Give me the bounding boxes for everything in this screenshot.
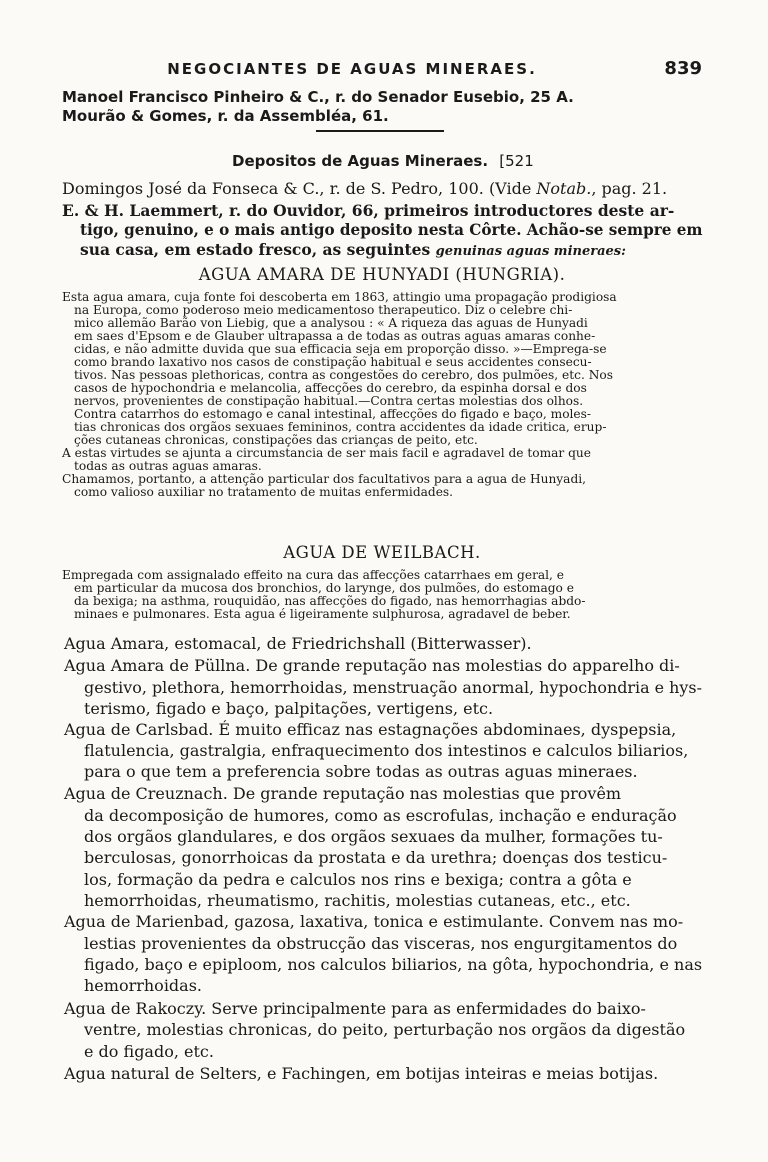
water-entry-line: figado, baço e epiploom, nos calculos biliarios, na gôta, hypochondria, e nas [84, 955, 703, 974]
hunyadi-line: como valioso auxiliar no tratamento de muitas enfermidades. [74, 485, 454, 499]
weilbach-line: minaes e pulmonares. Esta agua é ligeiramente sulphurosa, agradavel de beber. [74, 607, 571, 621]
water-entry-line: da decomposição de humores, como as escrofulas, inchação e enduração [84, 806, 677, 825]
water-entry-line: para o que tem a preferencia sobre todas as outras aguas mineraes. [84, 762, 638, 781]
laemmert-text: sua casa, em estado fresco, as seguintes [80, 240, 436, 259]
page-header [62, 60, 702, 84]
entry-text-end: , pag. 21. [591, 179, 668, 198]
merchant-line: Mourão & Gomes, r. da Assembléa, 61. [62, 107, 389, 125]
water-entry-line: Agua de Creuznach. De grande reputação nas molestias que provêm [64, 784, 622, 803]
water-entry-line: Agua Amara de Püllna. De grande reputação nas molestias do apparelho di- [64, 656, 680, 675]
hunyadi-title: AGUA AMARA DE HUNYADI (HUNGRIA). [198, 265, 566, 284]
hunyadi-line: nervos, provenientes de constipação habitual.—Contra certas molestias dos olhos. [74, 394, 584, 408]
running-head: NEGOCIANTES DE AGUAS MINERAES. [167, 60, 537, 78]
hunyadi-line: todas as outras aguas amaras. [74, 459, 262, 473]
laemmert-line [80, 240, 626, 262]
water-entry-line: lestias provenientes da obstrucção das visceras, nos engurgitamentos do [84, 934, 678, 953]
water-entry-line: los, formação da pedra e calculos nos rins e bexiga; contra a gôta e [84, 870, 632, 889]
weilbach-line: Empregada com assignalado effeito na cura das affecções catarrhaes em geral, e [62, 568, 565, 582]
hunyadi-line: ções cutaneas chronicas, constipações das crianças de peito, etc. [74, 433, 478, 447]
water-entry-line: hemorrhoidas. [84, 976, 203, 995]
entry-italic: Notab. [536, 179, 592, 198]
deposit-entry [62, 179, 667, 199]
hunyadi-line: Contra catarrhos do estomago e canal intestinal, affecções do figado e baço, moles- [74, 407, 592, 421]
water-entry-line: terismo, figado e baço, palpitações, vertigens, etc. [84, 699, 494, 718]
water-entry-line: hemorrhoidas, rheumatismo, rachitis, molestias cutaneas, etc., etc. [84, 891, 631, 910]
hunyadi-line: cidas, e não admitte duvida que sua efficacia seja em proporção disso. »—Emprega-se [74, 342, 607, 356]
water-entry-line: ventre, molestias chronicas, do peito, perturbação nos orgãos da digestão [84, 1020, 686, 1039]
water-entry-line: flatulencia, gastralgia, enfraquecimento dos intestinos e calculos biliarios, [84, 741, 689, 760]
page-number: 839 [664, 58, 702, 79]
weilbach-line: em particular da mucosa dos bronchios, do larynge, dos pulmões, do estomago e [74, 581, 574, 595]
section-heading [232, 152, 534, 170]
water-entry-line: Agua natural de Selters, e Fachingen, em botijas inteiras e meias botijas. [64, 1064, 659, 1083]
hunyadi-line: como brando laxativo nos casos de constipação habitual e seus accidentes consecu- [74, 355, 592, 369]
weilbach-line: da bexiga; na asthma, rouquidão, nas affecções do figado, nas hemorrhagias abdo- [74, 594, 586, 608]
hunyadi-line: casos de hypochondria e melancolia, affecções do cerebro, da espinha dorsal e dos [74, 381, 587, 395]
water-entry-line: Agua de Marienbad, gazosa, laxativa, tonica e estimulante. Convem nas mo- [64, 912, 684, 931]
water-entry-line: e do figado, etc. [84, 1042, 214, 1061]
entry-text: Domingos José da Fonseca & C., r. de S. Pedro, 100. (Vide [62, 179, 537, 198]
water-entry-line: Agua de Rakoczy. Serve principalmente para as enfermidades do baixo- [64, 999, 646, 1018]
water-entry-line: gestivo, plethora, hemorrhoidas, menstruação anormal, hypochondria e hys- [84, 678, 702, 697]
hunyadi-line: A estas virtudes se ajunta a circumstancia de ser mais facil e agradavel de tomar que [62, 446, 591, 460]
hunyadi-line: Chamamos, portanto, a attenção particular dos facultativos para a agua de Hunyadi, [62, 472, 587, 486]
water-entry-line: Agua Amara, estomacal, de Friedrichshall (Bitterwasser). [64, 634, 532, 653]
water-entry-line: Agua de Carlsbad. É muito efficaz nas estagnações abdominaes, dyspepsia, [64, 720, 677, 739]
merchant-line: Manoel Francisco Pinheiro & C., r. do Senador Eusebio, 25 A. [62, 88, 574, 106]
section-ref: [521 [499, 152, 534, 170]
hunyadi-line: em saes d'Epsom e de Glauber ultrapassa a de todas as outras aguas amaras conhe- [74, 329, 596, 343]
weilbach-title: AGUA DE WEILBACH. [283, 543, 481, 562]
laemmert-italic: genuinas aguas mineraes: [435, 244, 626, 259]
section-rule [316, 130, 444, 132]
water-entry-line: berculosas, gonorrhoicas da prostata e da urethra; doenças dos testicu- [84, 848, 668, 867]
hunyadi-line: tivos. Nas pessoas plethoricas, contra as congestões do cerebro, dos pulmões, etc. Nos [74, 368, 613, 382]
hunyadi-line: na Europa, como poderoso meio medicamentoso therapeutico. Diz o celebre chi- [74, 303, 573, 317]
hunyadi-line: Esta agua amara, cuja fonte foi descoberta em 1863, attingio uma propagação prodigiosa [62, 290, 617, 304]
hunyadi-line: tias chronicas dos orgãos sexuaes femininos, contra accidentes da idade critica, erup- [74, 420, 607, 434]
hunyadi-line: mico allemão Barão von Liebig, que a analysou : « A riqueza das aguas de Hunyadi [74, 316, 588, 330]
laemmert-line: tigo, genuino, e o mais antigo deposito nesta Côrte. Achão-se sempre em [80, 220, 703, 239]
laemmert-line: E. & H. Laemmert, r. do Ouvidor, 66, primeiros introductores deste ar- [62, 201, 675, 220]
water-entry-line: dos orgãos glandulares, e dos orgãos sexuaes da mulher, formações tu- [84, 827, 663, 846]
section-title: Depositos de Aguas Mineraes. [232, 152, 489, 170]
